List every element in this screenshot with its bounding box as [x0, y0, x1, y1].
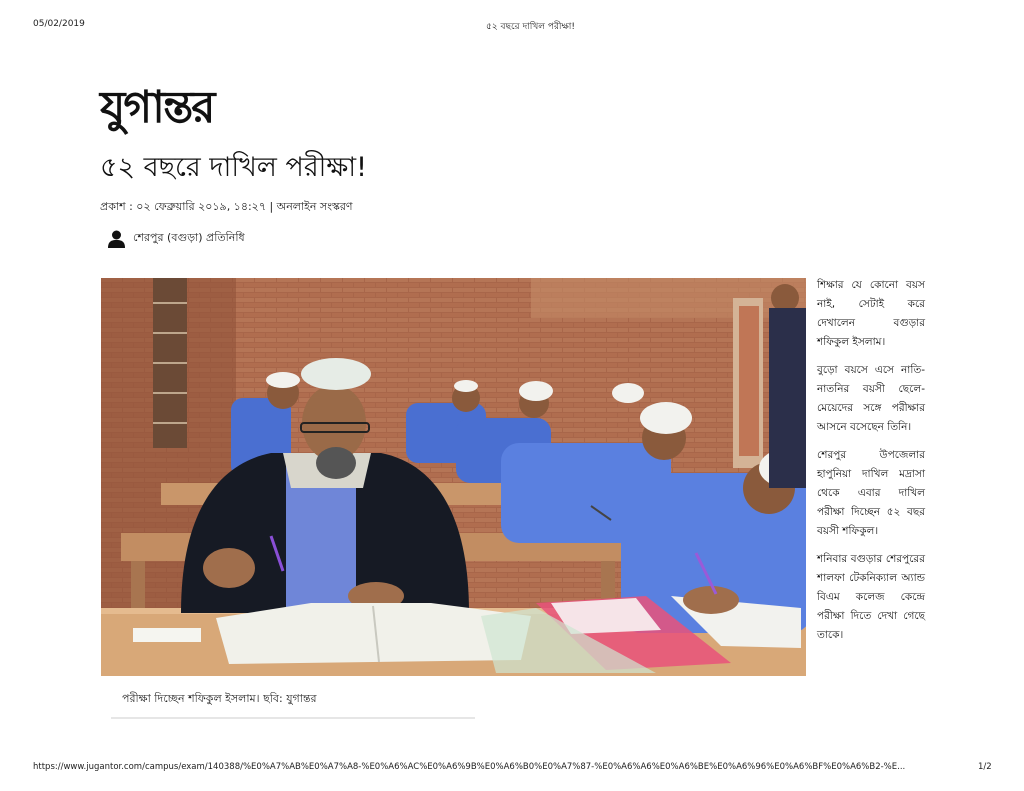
article-paragraph: শিক্ষার যে কোনো বয়স নাই, সেটাই করে দেখালেন বগুড়ার শফিকুল ইসলাম।	[817, 279, 925, 348]
article-headline: ৫২ বছরে দাখিল পরীক্ষা!	[100, 152, 367, 183]
article-paragraph: শনিবার বগুড়ার শেরপুরের শালফা টেকনিক্যাল অ্যান্ড বিএম কলেজ কেন্দ্রে পরীক্ষা দিতে দেখা গেছে তাকে।	[817, 553, 925, 641]
page-number: 1/2	[978, 762, 992, 772]
photo-caption: পরীক্ষা দিচ্ছেন শফিকুল ইসলাম। ছবি: যুগান্তর	[122, 692, 317, 705]
article-photo	[101, 278, 806, 676]
author-byline	[108, 229, 245, 248]
print-footer-url: https://www.jugantor.com/campus/exam/140388/%E0%A7%AB%E0%A7%A8-%E0%A6%AC%E0%A6%9B%E0%A6%B0%E0%A7%87-%E0%A6%A6%E0%A6%BE%E0%A6%96%E0%A6%BF%E0%A6%B2-%E...	[33, 762, 906, 772]
user-icon	[108, 230, 125, 248]
caption-divider	[111, 717, 475, 719]
article-paragraph: শেরপুর উপজেলার হাপুনিয়া দাখিল মদ্রাসা থেকে এবার দাখিল পরীক্ষা দিচ্ছেন ৫২ বছর বয়সী শফিকুল।	[817, 449, 925, 537]
author-name: শেরপুর (বগুড়া) প্রতিনিধি	[133, 231, 245, 244]
print-date: 05/02/2019	[33, 19, 85, 29]
site-logo[interactable]: যুগান্তর	[100, 82, 214, 133]
print-header-title: ৫২ বছরে দাখিল পরীক্ষা!	[486, 22, 575, 32]
article-body	[817, 276, 925, 654]
article-paragraph: বুড়ো বয়সে এসে নাতি-নাতনির বয়সী ছেলে-মেয়েদের সঙ্গে পরীক্ষার আসনে বসেছেন তিনি।	[817, 364, 925, 433]
published-info: প্রকাশ : ০২ ফেব্রুয়ারি ২০১৯, ১৪:২৭ | অনলাইন সংস্করণ	[100, 200, 353, 213]
